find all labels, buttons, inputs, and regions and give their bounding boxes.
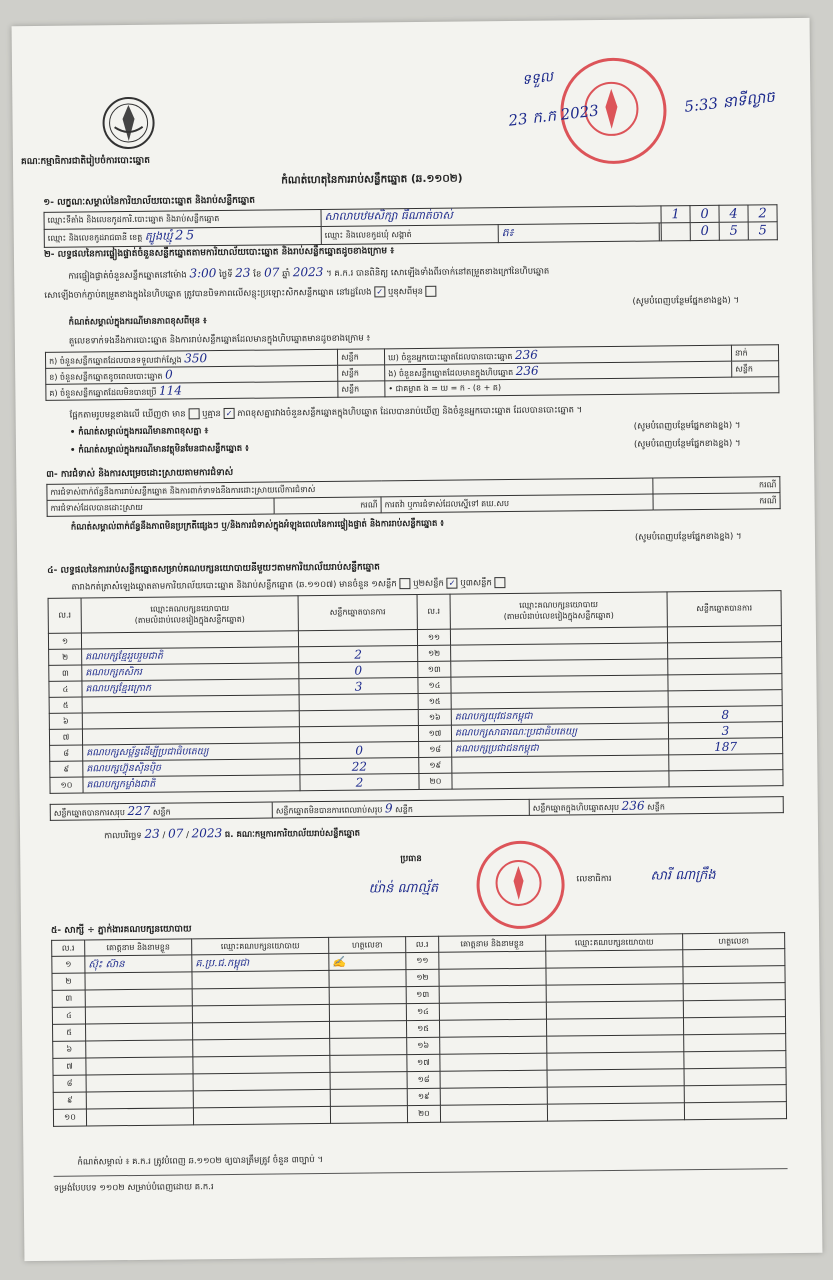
figure-value: 114 [158, 383, 182, 398]
col-signature-header: ហត្ថលេខា [329, 937, 406, 954]
witness-signature [330, 1072, 407, 1090]
vote-count [668, 674, 782, 691]
commune-code-digit: 5 [719, 222, 748, 240]
vote-count [667, 626, 781, 643]
col-number-header: ល.រ [48, 598, 81, 633]
section1-table [44, 204, 778, 248]
witness-party [547, 1086, 684, 1104]
province-code-digit: 5 [185, 228, 195, 244]
witness-party [546, 950, 683, 968]
party-name [452, 771, 669, 789]
witness-party [192, 1004, 329, 1022]
vote-count: 22 [300, 757, 419, 774]
witness-name [439, 1019, 546, 1037]
row-number: ៨ [53, 1075, 86, 1092]
row-number: ១១ [417, 629, 450, 645]
party-name: គណបក្សកសិករ [82, 663, 299, 681]
forwarded-unit: ករណី [653, 493, 780, 510]
diff-note-label: កំណត់សម្គាល់ក្នុងករណីមានភាពខុសពីមុន ៖ [68, 316, 207, 328]
org-name: គណៈកម្មាធិការជាតិរៀបចំការបោះឆ្នោត [20, 155, 150, 168]
witness-signature [683, 966, 785, 984]
signing-month: 07 [167, 826, 184, 841]
figure-label: ឃ) ចំនួនអ្នកបោះឆ្នោតដែលបានបោះឆ្នោត [388, 351, 513, 363]
line-text: ។ គ.ក.រ បានពិនិត្យ សោឡើងទាំងពីរចាក់នៅតម្រួតខាងក្រៅនៃហិបឆ្នោត [326, 266, 550, 279]
row-number: ១៣ [418, 661, 451, 677]
signing-year: 2023 [191, 826, 223, 841]
count-month: 07 [263, 265, 280, 280]
witness-signature [330, 1106, 407, 1124]
has-difference-checkbox[interactable] [188, 408, 199, 419]
vote-count: 0 [299, 661, 418, 678]
witness-signature [683, 1000, 785, 1018]
line-text: តារាងកត់ត្រាសំឡេងឆ្នោតតាមការិយាល័យបោះឆ្នោត និងរាប់សន្លឹកឆ្នោត (ឆ.១១០៧) មានចំនួន ១សន្លឹក [71, 579, 397, 593]
row-number: ២០ [407, 1105, 440, 1122]
seal-same-checkbox[interactable]: ✓ [374, 286, 385, 297]
witness-signature [683, 983, 785, 1001]
province-label-text: ឈ្មោះ និងលេខកូដរាជធានី ខេត្ត [47, 232, 143, 243]
line-text: ការផ្ទៀងផ្ទាត់ចំនួនសន្លឹកឆ្នោតនៅម៉ោង [68, 270, 187, 282]
witness-party [193, 1089, 330, 1107]
figure-value: 236 [514, 347, 538, 362]
invalid-total-value: 9 [384, 801, 393, 816]
col-number-header: ល.រ [406, 936, 439, 952]
seal-line [44, 286, 436, 302]
section1-heading: ១- លក្ខណៈសម្គាល់នៃការិយាល័យបោះឆ្នោត និងរាប់សន្លឹកឆ្នោត [43, 195, 256, 208]
col-party-header [81, 596, 298, 633]
witness-signature [684, 1102, 786, 1120]
witness-party [547, 1069, 684, 1087]
col-name-header: គោត្តនាម និងនាមខ្លួន [85, 939, 192, 956]
witness-name [439, 968, 546, 986]
count-year: 2023 [292, 264, 324, 280]
signing-date-line: កាលបរិច្ឆេទ 23 / 07 / 2023 ធ. គណៈកម្មការការិយាល័យរាប់សន្លឹកឆ្នោត [103, 826, 361, 842]
irregularity-note: កំណត់សម្គាល់ពាក់ព័ន្ធនឹងភាពមិនប្រក្រតីផ្សេងៗ ឬ/និងការជំទាស់ក្នុងអំឡុងពេលនៃការផ្ទៀងផ្ទាត់ និងការរាប់សន្លឹកឆ្នោត ៖ [70, 518, 445, 533]
row-number: ១០ [53, 1109, 86, 1126]
row-number: ១៨ [407, 1071, 440, 1088]
row-number: ៩ [50, 761, 83, 777]
invalid-total-unit: សន្លឹក [395, 805, 413, 815]
valid-total-label: សន្លឹកឆ្នោតបានការសរុប [53, 808, 125, 818]
col-party-header [450, 592, 667, 629]
figure-unit: សន្លឹក [337, 349, 384, 365]
row-number: ១៧ [418, 725, 451, 741]
row-number: ១ [48, 633, 81, 649]
party-name: គណបក្សកម្លាំងជាតិ [83, 775, 300, 793]
figure-label: ង) ចំនួនសន្លឹកឆ្នោតដែលមានក្នុងហិបឆ្នោត [388, 367, 514, 379]
row-number: ៨ [50, 745, 83, 761]
party-header-sub: (តាមលំដាប់លេខរៀងក្នុងសន្លឹកឆ្នោត) [134, 614, 245, 625]
signing-day: 23 [144, 826, 160, 841]
witness-party [193, 1021, 330, 1039]
col-name-header: គោត្តនាម និងនាមខ្លួន [439, 935, 546, 952]
witness-signature [329, 970, 406, 988]
stamp-received-mark: ទទួល [521, 68, 555, 89]
figure-unit: សន្លឹក [338, 365, 385, 381]
row-number: ៩ [53, 1092, 86, 1109]
vote-count: 3 [299, 677, 418, 694]
line-text: ថ្ងៃទី [219, 269, 233, 281]
vote-count: 8 [668, 706, 782, 723]
witness-signature [330, 1089, 407, 1107]
witness-signature [329, 1021, 406, 1039]
figure-label: គ) ចំនួនសន្លឹកឆ្នោតដែលមិនបានប្រើ [49, 387, 157, 398]
witness-name [440, 1104, 547, 1122]
witness-party [193, 1106, 330, 1124]
row-number: ២ [49, 649, 82, 665]
complaints-table [46, 476, 780, 517]
box-total-value: 236 [621, 798, 645, 813]
vote-count: 187 [669, 738, 783, 755]
president-label: ប្រធាន [400, 853, 422, 865]
box-total-label: សន្លឹកឆ្នោតក្នុងហិបឆ្នោតសរុប [532, 802, 620, 813]
seal-different-checkbox[interactable] [426, 286, 437, 297]
difference-note: • កំណត់សម្គាល់ក្នុងករណីមានភាពខុសគ្នា ៖ [69, 426, 209, 438]
figures-table [45, 344, 779, 401]
witness-party [193, 1038, 330, 1056]
witness-signature [684, 1034, 786, 1052]
col-votes-header: សន្លឹកឆ្នោតបានការ [667, 591, 781, 627]
line-text: ផ្អែកតាមរូបមន្តខាងលើ ឃើញថា មាន [69, 409, 186, 421]
witness-name [86, 1057, 193, 1075]
vote-count [669, 754, 783, 771]
col-party-header: ឈ្មោះគណបក្សនយោបាយ [546, 934, 683, 951]
row-number: ១២ [406, 969, 439, 986]
party-name: គណបក្សប្រជាជនកម្ពុជា [452, 739, 669, 757]
vote-count [669, 770, 783, 787]
witness-signature: ✍ [329, 953, 406, 971]
province-code-digit: 2 [175, 228, 184, 244]
figure-value: 236 [515, 363, 539, 378]
witness-party [547, 1035, 684, 1053]
witness-party [193, 1072, 330, 1090]
non-ballot-note: • កំណត់សម្គាល់ក្នុងករណីមានវត្ថុមិនមែនជាសន្លឹកឆ្នោត ៖ [69, 443, 249, 456]
witness-signature [683, 949, 785, 967]
row-number: ១៨ [419, 741, 452, 757]
vote-count [298, 629, 417, 646]
party-name: គណបក្សសាធារណៈប្រជាធិបតេយ្យ [451, 723, 668, 741]
row-number: ១៩ [419, 757, 452, 773]
row-number: ៤ [52, 1007, 85, 1024]
line-text: ភាពខុសគ្នារវាងចំនួនសន្លឹកឆ្នោតក្នុងហិបឆ្នោត ដែលបានរាប់ឃើញ និងចំនួនអ្នកបោះឆ្នោត ដែលបានបោះឆ្នោត ។ [237, 405, 583, 419]
row-number: ១៥ [418, 693, 451, 709]
witness-party: គ.ប្រ.ជ.កម្ពុជា [192, 953, 329, 971]
stamp-time: 5:33 នាទីល្ងាច [683, 87, 776, 116]
witness-name [86, 1091, 193, 1109]
complaint-label: ការជំទាស់ពាក់ព័ន្ធនឹងការរាប់សន្លឹកឆ្នោត និងការពាក់ទាទងនឹងការដោះស្រាយលើការជំទាស់ [47, 478, 653, 500]
location-label: ឈ្មោះទីតាំង និងលេខកូដការិ.បោះឆ្នោត និងរាប់សន្លឹកឆ្នោត [44, 209, 321, 229]
document-page [12, 18, 823, 1261]
location-code-digit: 4 [719, 205, 748, 222]
witness-signature [330, 1055, 407, 1073]
witness-signature [329, 1004, 406, 1022]
count-time: 3:00 [189, 266, 217, 281]
row-number: ១៦ [418, 709, 451, 725]
witness-name [86, 1040, 193, 1058]
committee-label: ធ. គណៈកម្មការការិយាល័យរាប់សន្លឹកឆ្នោត [224, 828, 361, 841]
no-difference-checkbox[interactable]: ✓ [224, 408, 235, 419]
location-code-digit: 0 [690, 205, 719, 222]
col-signature-header: ហត្ថលេខា [683, 933, 785, 950]
witness-party [546, 984, 683, 1002]
party-name: គណបក្សយុវជនកម្ពុជា [451, 707, 668, 725]
row-number: ១ [52, 956, 85, 973]
witness-table [51, 932, 787, 1127]
witness-name [439, 985, 546, 1003]
witness-note: កំណត់សម្គាល់ ៖ គ.ក.រ ត្រូវបំពេញ ឆ.១១០២ ឲ្យបានត្រឹមត្រូវ ចំនួន ៣ច្បាប់ ។ [77, 1155, 324, 1168]
one-sheet-checkbox[interactable] [399, 578, 410, 589]
line-text: ខែ [253, 269, 262, 280]
vote-count [668, 658, 782, 675]
stamp-emblem-icon [493, 858, 544, 909]
footer-text: ទម្រង់បែបបទ ១១០២ សម្រាប់បំពេញដោយ គ.ក.រ [53, 1182, 214, 1194]
formula-text: • ជាគម្លាត ង = ឃ = ក - (ខ + គ) [385, 377, 779, 397]
witness-signature [684, 1068, 786, 1086]
vote-count [668, 690, 782, 707]
vote-count: 3 [668, 722, 782, 739]
location-code-digit: 1 [661, 206, 690, 223]
figure-unit: សន្លឹក [732, 361, 779, 377]
province-value: ត្បូងឃ្មុំ [144, 229, 173, 243]
vote-count [668, 642, 782, 659]
row-number: ៣ [52, 990, 85, 1007]
witness-signature [330, 1038, 407, 1056]
witness-party [547, 1103, 684, 1121]
figures-intro: តួលេខទាក់ទងនឹងការបោះឆ្នោត និងការរាប់សន្លឹកឆ្នោតដែលមានក្នុងហិបឆ្នោតមានដូចខាងក្រោម ៖ [68, 333, 371, 347]
resolved-label: ការជំទាស់ដែលបានដោះស្រាយ [47, 498, 274, 516]
witness-party [546, 1018, 683, 1036]
count-time-line [68, 265, 549, 283]
section5-heading: ៥- សាក្សី ÷ ភ្នាក់ងារគណបក្សនយោបាយ [50, 924, 192, 936]
witness-signature [683, 1017, 785, 1035]
witness-signature [684, 1085, 786, 1103]
party-name: គណបក្សខ្មែរក្រោក [82, 679, 299, 697]
row-number: ៥ [49, 697, 82, 713]
col-party-header: ឈ្មោះគណបក្សនយោបាយ [192, 937, 329, 954]
row-number: ៣ [49, 665, 82, 681]
party-header-text: ឈ្មោះគណបក្សនយោបាយ [150, 603, 230, 614]
vote-count: 0 [300, 741, 419, 758]
witness-name [85, 1006, 192, 1024]
row-number: ១៧ [407, 1054, 440, 1071]
party-header-sub: (តាមលំដាប់លេខរៀងក្នុងសន្លឹកឆ្នោត) [503, 610, 614, 622]
president-signature: យ៉ាន់ ណាល្ម័ត [368, 880, 439, 897]
row-number: ១៦ [407, 1037, 440, 1054]
witness-signature [329, 987, 406, 1005]
invalid-total-label: សន្លឹកឆ្នោតមិនបានការពេលរាប់សរុប [275, 805, 383, 816]
row-number: ១៤ [406, 1003, 439, 1020]
figure-unit: នាក់ [731, 345, 778, 361]
line-text: សោឡើងចាក់ភ្ជាប់តម្រួតខាងក្នុងនៃហិបឆ្នោត ត្រូវបានបិទភាពលើសន្លុះប្រឡោះសិកសន្លឹកឆ្នោត នៅរដ្ឋលែង [44, 287, 372, 301]
col-number-header: ល.រ [52, 940, 85, 956]
resolved-unit: ករណី [274, 497, 381, 514]
row-number: ៥ [53, 1024, 86, 1041]
witness-party [192, 970, 329, 988]
witness-name [86, 1074, 193, 1092]
section2-heading: ២- លទ្ធផលនៃការផ្ទៀងផ្ទាត់ចំនួនសន្លឹកឆ្នោតតាមការិយាល័យបោះឆ្នោត និងរាប់សន្លឹកឆ្នោតដូចខាងក្រោម ៖ [43, 246, 395, 260]
party-header-text: ឈ្មោះគណបក្សនយោបាយ [519, 600, 599, 610]
figure-label: ក) ចំនួនសន្លឹកឆ្នោតដែលបានទទួលជាក់ស្តែង [49, 355, 182, 366]
committee-stamp [476, 840, 565, 929]
figure-unit: សន្លឹក [338, 381, 385, 397]
difference-line [70, 404, 583, 421]
row-number: ១៤ [418, 677, 451, 693]
location-code-digit: 2 [748, 205, 777, 222]
vote-count [299, 709, 418, 726]
table-row [50, 797, 783, 821]
witness-name [85, 989, 192, 1007]
witness-signature [684, 1051, 786, 1069]
sheet-count-line [71, 577, 505, 594]
two-sheet-checkbox[interactable]: ✓ [447, 578, 458, 589]
party-name: គណបក្សហ៊្វុនស៊ិនប៉ិច [83, 759, 300, 777]
fill-back-note: (សូមបំពេញបន្ថែមផ្នែកខាងខ្នង) ។ [633, 438, 741, 450]
commune-code-digit: 5 [748, 222, 777, 240]
line-text: ឬគ្មាន [201, 409, 221, 420]
secretary-label: លេខាធិការ [576, 873, 612, 885]
commune-label: ឈ្មោះ និងលេខកូដឃុំ សង្កាត់ [321, 225, 498, 245]
fill-back-note: (សូមបំពេញបន្ថែមផ្នែកខាងខ្នង) ។ [633, 420, 741, 432]
witness-party [546, 967, 683, 985]
line-text: ឬខុសពីមុន [387, 286, 424, 298]
figure-label: ខ) ចំនួនសន្លឹកឆ្នោតខូចពេលបោះឆ្នោត [49, 371, 163, 382]
emblem-icon [100, 93, 157, 154]
form-title: កំណត់ហេតុនៃការរាប់សន្លឹកឆ្នោត (ឆ.១១០២) [281, 172, 463, 187]
party-name: គណបក្សខ្មែររួបរួមជាតិ [82, 647, 299, 665]
witness-name [440, 1087, 547, 1105]
row-number: ១៩ [407, 1088, 440, 1105]
figure-value: 0 [164, 367, 173, 382]
row-number: ៤ [49, 681, 82, 697]
vote-count: 2 [299, 645, 418, 662]
line-text: ឬ២សន្លឹក [413, 578, 444, 590]
row-number: ១២ [418, 645, 451, 661]
witness-name [439, 951, 546, 969]
col-votes-header: សន្លឹកឆ្នោតបានការ [298, 594, 417, 630]
witness-name: ស៊ុះ ស៊ាន [85, 955, 192, 973]
row-number: ២០ [419, 773, 452, 789]
party-name: គណបក្សសម្ព័ន្ធដើម្បីប្រជាធិបតេយ្យ [83, 743, 300, 761]
fill-back-note: (សូមបំពេញបន្ថែមផ្នែកខាងខ្នង) ។ [632, 295, 740, 307]
witness-name [440, 1070, 547, 1088]
witness-name [86, 1108, 193, 1126]
forwarded-label: ការតវ៉ា ឬការជំទាស់ដែលស្នើទៅ គឃ.សប [381, 494, 653, 513]
line-text: ឬ៣សន្លឹក [460, 578, 492, 589]
location-value: សាលាបឋមសិក្សា ធីណាត់ចាស់ [321, 206, 661, 227]
commune-code-digit: 0 [690, 222, 719, 240]
secretary-signature: សារី ណាក្រឹង [650, 867, 716, 884]
row-number: ១៥ [406, 1020, 439, 1037]
votes-table [48, 590, 784, 794]
witness-party [192, 987, 329, 1005]
row-number: ៦ [49, 713, 82, 729]
row-number: ៧ [49, 729, 82, 745]
row-number: ១៣ [406, 986, 439, 1003]
witness-name [86, 1023, 193, 1041]
complaint-unit: ករណី [653, 477, 780, 494]
totals-table [50, 796, 784, 821]
row-number: ៧ [53, 1058, 86, 1075]
valid-total-value: 227 [127, 803, 151, 819]
three-sheet-checkbox[interactable] [495, 577, 506, 588]
row-number: ២ [52, 973, 85, 990]
witness-name [440, 1036, 547, 1054]
figure-value: 350 [184, 351, 208, 366]
col-number-header: ល.រ [417, 594, 450, 629]
witness-party [546, 1001, 683, 1019]
fill-back-note: (សូមបំពេញបន្ថែមផ្នែកខាងខ្នង) ។ [634, 531, 742, 543]
section4-heading: ៤- លទ្ធផលនៃការរាប់សន្លឹកឆ្នោតសម្រាប់គណបក្សនយោបាយនីមួយៗតាមការិយាល័យរាប់សន្លឹកឆ្នោត [47, 562, 380, 576]
commune-value: ត៖ [498, 223, 659, 243]
vote-count [299, 725, 418, 742]
vote-count: 2 [300, 773, 419, 790]
witness-party [547, 1052, 684, 1070]
row-number: ១១ [406, 952, 439, 969]
valid-total-unit: សន្លឹក [152, 807, 171, 817]
witness-party [193, 1055, 330, 1073]
witness-name [440, 1053, 547, 1071]
footer-divider [54, 1168, 788, 1177]
line-text: ឆ្នាំ [281, 269, 291, 280]
row-number: ៦ [53, 1041, 86, 1058]
witness-name [439, 1002, 546, 1020]
section3-heading: ៣- ការជំទាស់ និងការសម្រេចដោះស្រាយតាមការជំទាស់ [46, 467, 234, 480]
vote-count [299, 693, 418, 710]
row-number: ១០ [50, 777, 83, 793]
line-text: កាលបរិច្ឆេទ [103, 830, 142, 842]
stamp-date: 23 ក.ក 2023 [507, 101, 600, 130]
province-label [44, 226, 321, 247]
box-total-unit: សន្លឹក [647, 802, 665, 812]
witness-name [85, 972, 192, 990]
count-day: 23 [235, 265, 251, 280]
